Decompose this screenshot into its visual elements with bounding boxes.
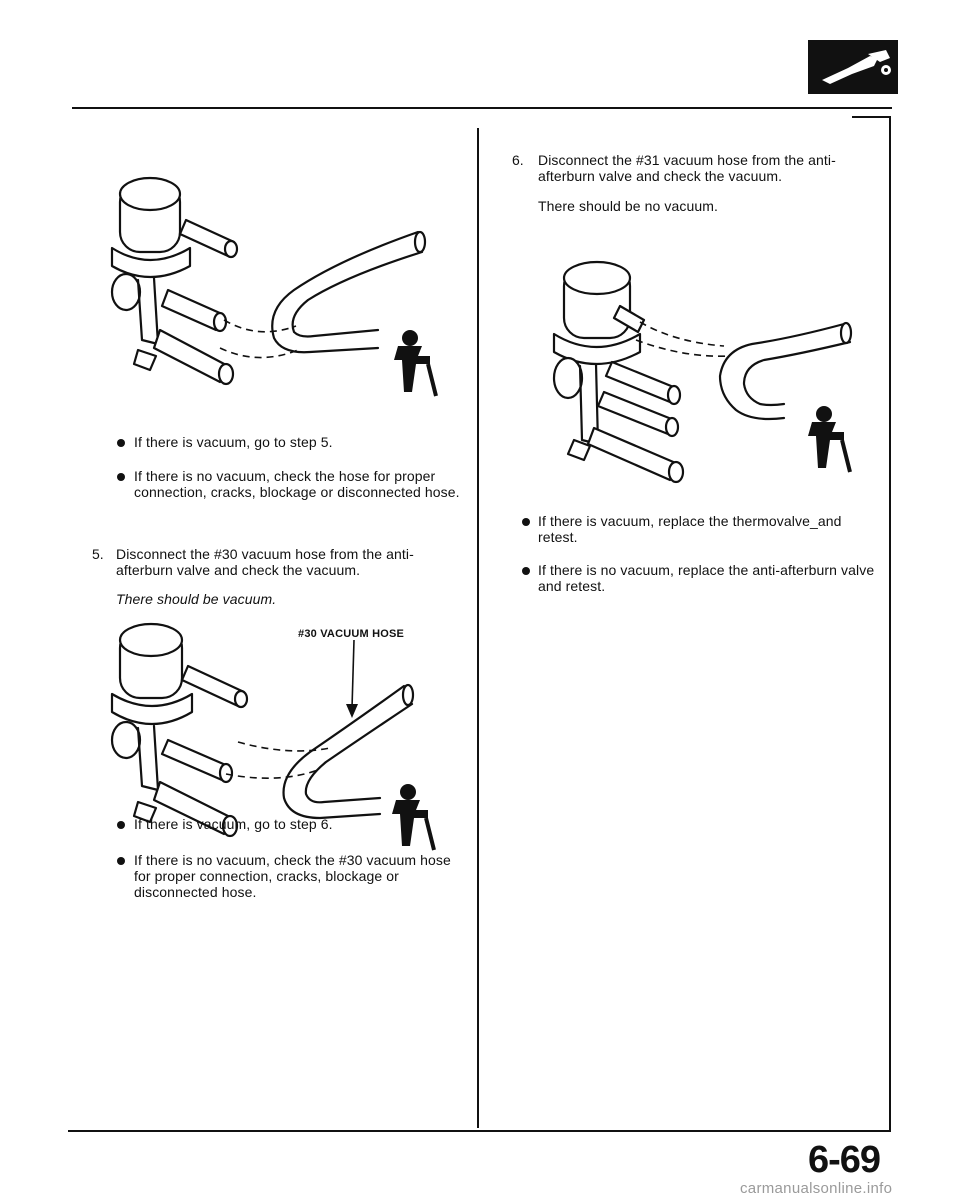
figure2-bullet-1: If there is vacuum, go to step 6.: [134, 816, 333, 832]
column-divider: [477, 128, 479, 1128]
step-5-line-1: Disconnect the #30 vacuum hose from the anti-: [116, 546, 414, 562]
step-6-line-1: Disconnect the #31 vacuum hose from the anti-: [538, 152, 836, 168]
step-5-number: 5.: [92, 546, 104, 562]
bullet-dot: [522, 518, 530, 526]
figure2-bullet-2: If there is no vacuum, check the #30 vacuum hose for proper connection, cracks, blockage or disconnected hose.: [134, 852, 451, 900]
right-border: [889, 116, 891, 1132]
valve-diagram-1: [98, 160, 458, 410]
watermark-text: carmanualsonline.info: [740, 1180, 893, 1197]
bullet-dot: [117, 439, 125, 447]
figure1-bullet-2: If there is no vacuum, check the hose for proper connection, cracks, blockage or disconnected hose.: [134, 468, 460, 500]
vacuum-hose-callout: #30 VACUUM HOSE: [298, 628, 405, 640]
step-6-number: 6.: [512, 152, 524, 168]
page-number: 6-69: [808, 1139, 881, 1181]
bullet-dot: [117, 821, 125, 829]
figure3-bullet-2: If there is no vacuum, replace the anti-afterburn valve and retest.: [538, 562, 875, 594]
bullet-dot: [117, 473, 125, 481]
figure3-bullet-1: If there is vacuum, replace the thermovalve_and retest.: [538, 513, 842, 545]
bullet-dot: [117, 857, 125, 865]
valve-diagram-3: [524, 246, 874, 496]
footer-rule: [68, 1130, 891, 1132]
fuel-nozzle-badge-icon: [808, 40, 898, 94]
step-5-note: There should be vacuum.: [116, 591, 277, 607]
bullet-dot: [522, 567, 530, 575]
step-6-note: There should be no vacuum.: [538, 198, 719, 214]
step-5-line-2: afterburn valve and check the vacuum.: [116, 562, 361, 578]
right-border-top: [852, 116, 890, 118]
figure1-bullet-1: If there is vacuum, go to step 5.: [134, 434, 333, 450]
step-6-line-2: afterburn valve and check the vacuum.: [538, 168, 783, 184]
header-rule: [72, 107, 892, 109]
